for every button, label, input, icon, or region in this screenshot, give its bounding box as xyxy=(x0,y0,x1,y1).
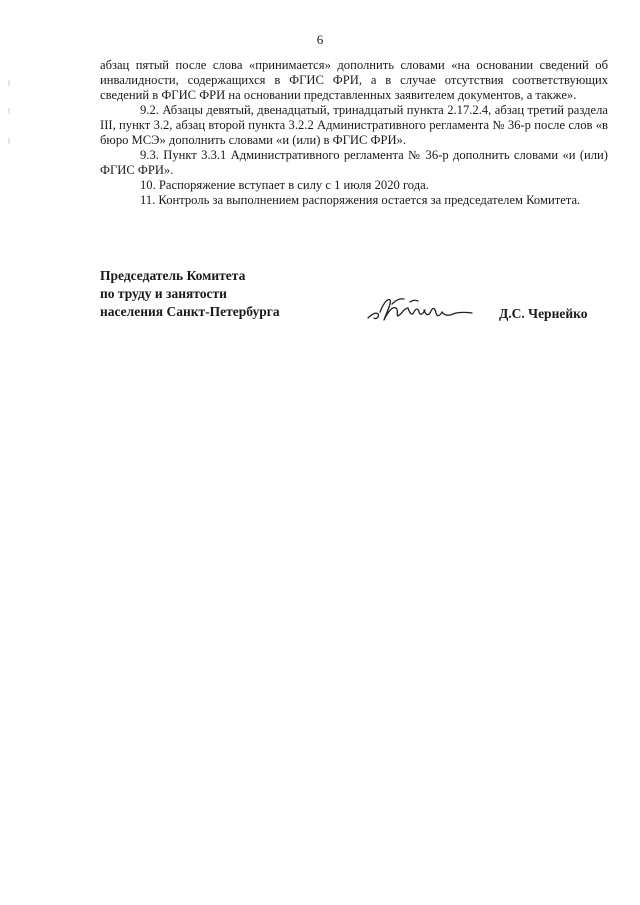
document-body xyxy=(100,58,608,208)
paragraph-9-2: 9.2. Абзацы девятый, двенадцатый, тринадцатый пункта 2.17.2.4, абзац третий раздела III, пункт 3.2, абзац второй пункта 3.2.2 Административного регламента № 36-р после слов «в бюро МСЭ» дополнить словами «и (или) в ФГИС ФРИ». xyxy=(100,103,608,147)
signer-name: Д.С. Чернейко xyxy=(499,306,588,321)
paragraph-abzac-pyatyi: абзац пятый после слова «принимается» дополнить словами «на основании сведений об инвалидности, содержащихся в ФГИС ФРИ, а в случае отсутствия соответствующих сведений в ФГИС ФРИ на основании представленных заявителем документов, а также». xyxy=(100,58,608,102)
signatory-title-line: населения Санкт-Петербурга xyxy=(100,304,280,319)
paragraph-11: 11. Контроль за выполнением распоряжения остается за председателем Комитета. xyxy=(140,193,581,207)
signatory-title-line: Председатель Комитета xyxy=(100,268,246,283)
signatory-title xyxy=(100,267,280,321)
paragraph-9-3: 9.3. Пункт 3.3.1 Административного регламента № 36-р дополнить словами «и (или) ФГИС ФРИ». xyxy=(100,148,608,177)
page-number: 6 xyxy=(316,32,324,47)
paragraph-10: 10. Распоряжение вступает в силу с 1 июля 2020 года. xyxy=(140,178,429,192)
scan-margin-marks xyxy=(7,80,11,160)
handwritten-signature xyxy=(366,294,476,326)
signatory-title-line: по труду и занятости xyxy=(100,286,227,301)
